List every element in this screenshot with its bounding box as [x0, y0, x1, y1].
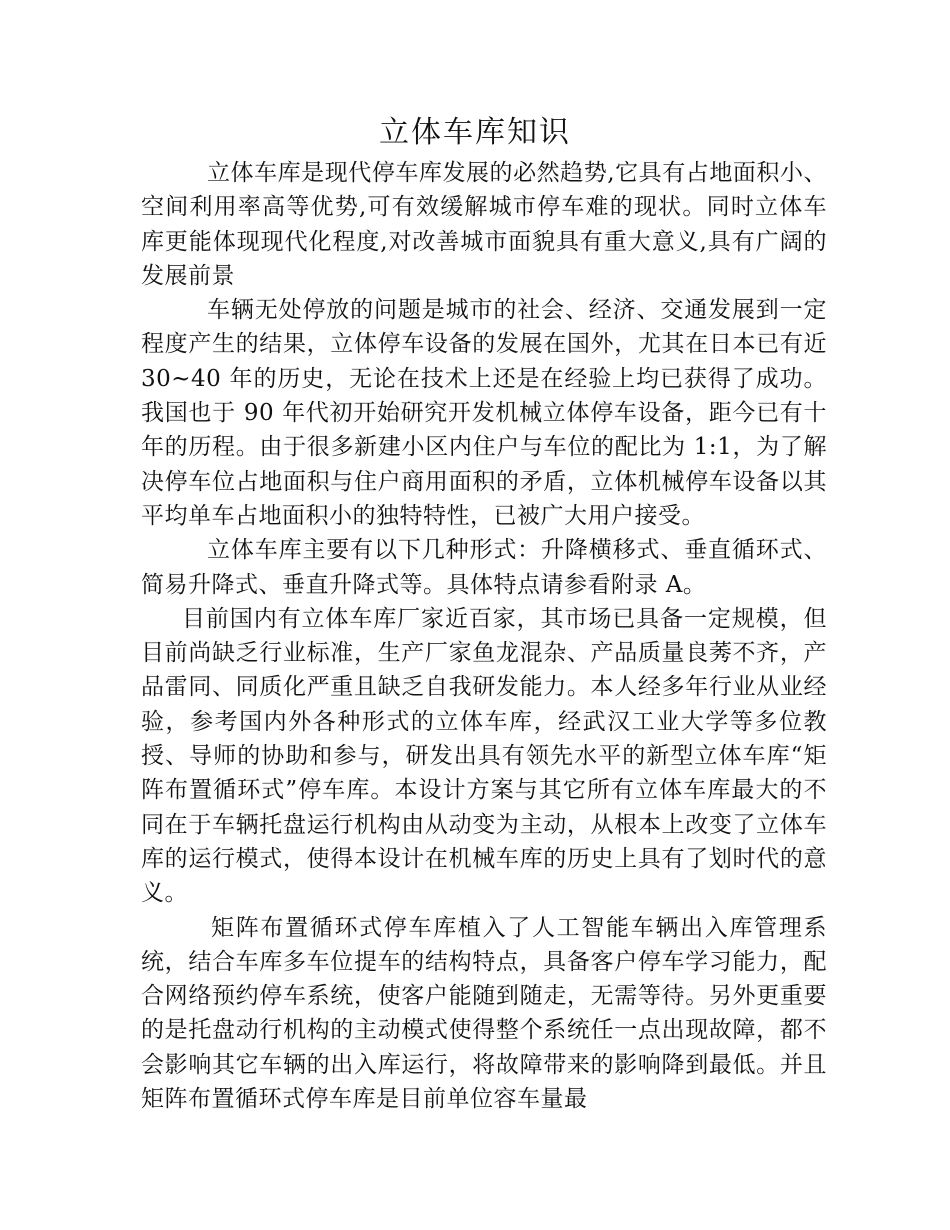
- document-title: 立体车库知识: [379, 115, 571, 150]
- paragraph-intro: 立体车库是现代停车库发展的必然趋势,它具有占地面积小、空间利用率高等优势,可有效缓解城市停车难的现状。同时立体车库更能体现现代化程度,对改善城市面貌具有重大意义,具有广阔的发展前景: [141, 160, 827, 289]
- document-body: [141, 156, 827, 1116]
- paragraph-history: 车辆无处停放的问题是城市的社会、经济、交通发展到一定程度产生的结果，立体停车设备的发展在国外，尤其在日本已有近 30~40 年的历史，无论在技术上还是在经验上均已获得了成功。我国也于 90 年代初开始研究开发机械立体停车设备，距今已有十年的历程。由于很多新建小区内住户与车位的配比为 1:1，为了解决停车位占地面积与住户商用面积的矛盾，立体机械停车设备以其平均单车占地面积小的独特特性，已被广大用户接受。: [141, 297, 827, 529]
- paragraph-types: 立体车库主要有以下几种形式：升降横移式、垂直循环式、简易升降式、垂直升降式等。具体特点请参看附录 A。: [141, 537, 827, 598]
- paragraph-market: 目前国内有立体车库厂家近百家，其市场已具备一定规模，但目前尚缺乏行业标准，生产厂家鱼龙混杂、产品质量良莠不齐，产品雷同、同质化严重且缺乏自我研发能力。本人经多年行业从业经验，参考国内外各种形式的立体车库，经武汉工业大学等多位教授、导师的协助和参与，研发出具有领先水平的新型立体车库“矩阵布置循环式”停车库。本设计方案与其它所有立体车库最大的不同在于车辆托盘运行机构由从动变为主动，从根本上改变了立体车库的运行模式，使得本设计在机械车库的历史上具有了划时代的意义。: [141, 605, 827, 907]
- paragraph-matrix-system: 矩阵布置循环式停车库植入了人工智能车辆出入库管理系统，结合车库多车位提车的结构特点，具备客户停车学习能力，配合网络预约停车系统，使客户能随到随走，无需等待。另外更重要的是托盘动行机构的主动模式使得整个系统任一点出现故障，都不会影响其它车辆的出入库运行，将故障带来的影响降到最低。并且矩阵布置循环式停车库是目前单位容车量最: [141, 914, 827, 1113]
